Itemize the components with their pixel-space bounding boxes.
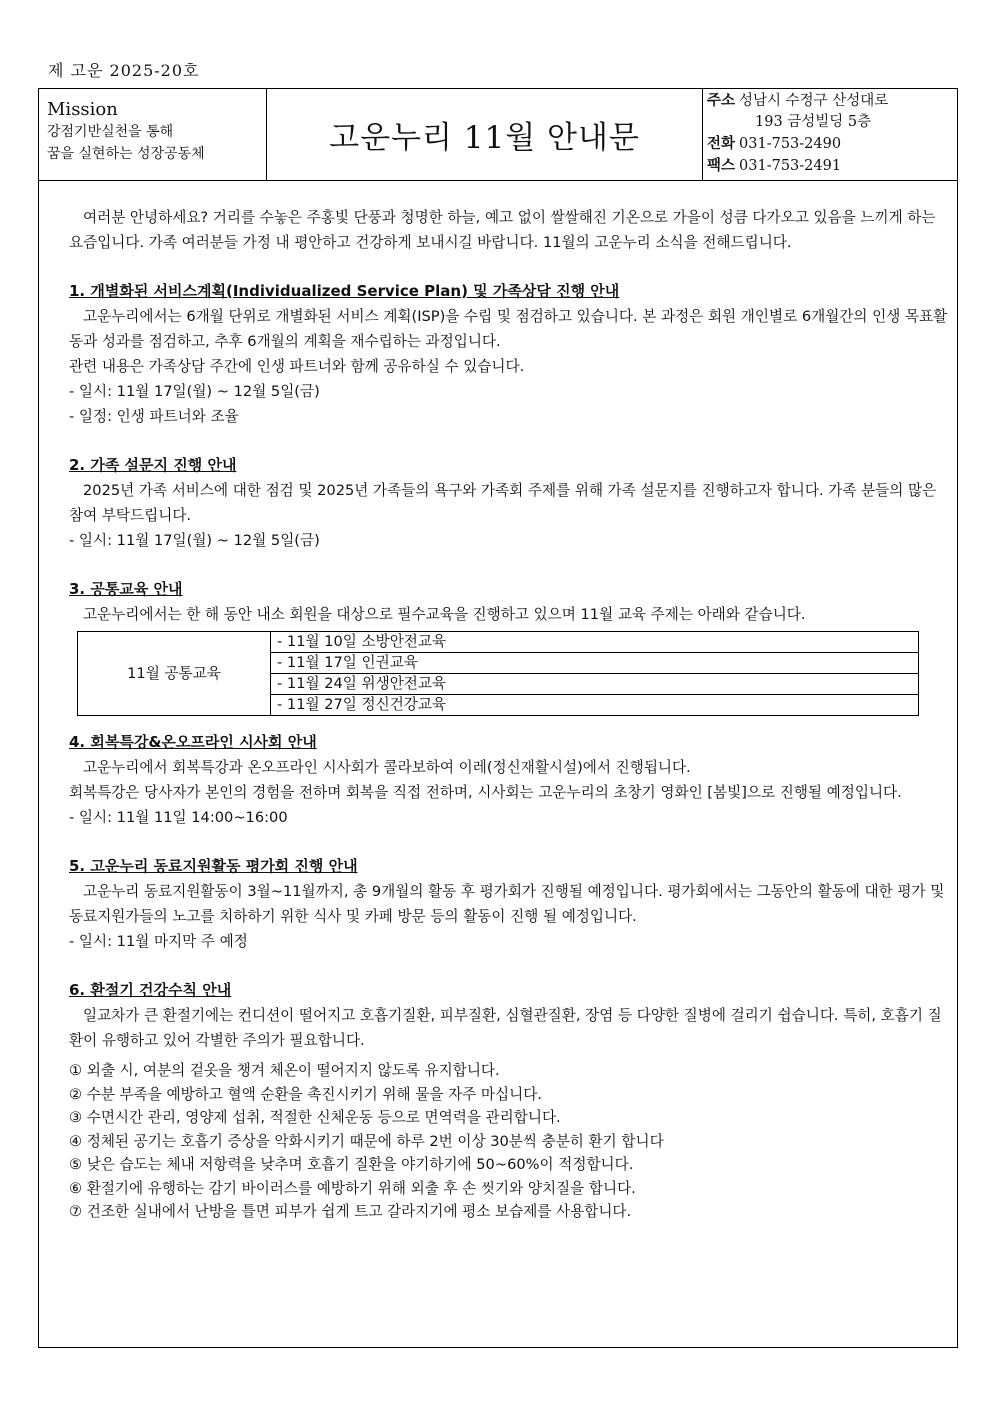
schedule-item: - 일정: 인생 파트너와 조율 [69,408,239,425]
education-label-cell: 11월 공통교육 [78,632,271,716]
section-survey [69,453,953,553]
mission-line-2: 꿈을 실현하는 성장공동체 [47,146,205,162]
fax-value: 031-753-2491 [739,158,842,174]
section-paragraph: 2025년 가족 서비스에 대한 점검 및 2025년 가족들의 욕구와 가족회 주제를 위해 가족 설문지를 진행하고자 합니다. 가족 분들의 많은 참여 부탁드립니다. [69,482,937,524]
list-item: ③ 수면시간 관리, 영양제 섭취, 적절한 신체운동 등으로 면역력을 관리합니다. [69,1109,561,1126]
education-cell: - 11월 24일 위생안전교육 [271,674,919,695]
phone-line [707,133,957,155]
notice-body [69,205,953,1224]
section-paragraph: 관련 내용은 가족상담 주간에 인생 파트너와 함께 공유하실 수 있습니다. [69,358,525,375]
section-title: 6. 환절기 건강수칙 안내 [69,981,232,999]
intro-paragraph: 여러분 안녕하세요? 거리를 수놓은 주홍빛 단풍과 청명한 하늘, 예고 없이 쌀쌀해진 기온으로 가을이 성큼 다가오고 있음을 느끼게 하는 요즘입니다. 가족 여러분들 가정 내 평안하고 건강하게 보내시길 바랍니다. 11월의 고운누리 소식을 전해드립니다. [69,209,936,251]
education-cell: - 11월 17일 인권교육 [271,653,919,674]
contact-cell [703,89,957,180]
document-number: 제 고운 2025-20호 [48,61,200,80]
section-paragraph: 회복특강은 당사자가 본인의 경험을 전하며 회복을 직접 전하며, 시사회는 고운누리의 초창기 영화인 [봄빛]으로 진행될 예정입니다. [69,784,902,801]
education-table [77,631,919,716]
fax-line [707,155,957,177]
mission-title: Mission [47,99,118,120]
section-title: 2. 가족 설문지 진행 안내 [69,456,237,474]
education-cell: - 11월 27일 정신건강교육 [271,695,919,716]
list-item: ② 수분 부족을 예방하고 혈액 순환을 촉진시키기 위해 물을 자주 마십니다. [69,1085,542,1103]
schedule-item: - 일시: 11월 17일(월) ~ 12월 5일(금) [69,383,320,400]
section-title: 5. 고운누리 동료지원활동 평가회 진행 안내 [69,857,358,875]
health-tips-list [69,1059,953,1224]
mission-cell [39,89,267,180]
education-cell: - 11월 10일 소방안전교육 [271,632,919,653]
list-item: ① 외출 시, 여분의 겉옷을 챙겨 체온이 떨어지지 않도록 유지합니다. [69,1062,500,1079]
title-cell [267,89,703,180]
section-paragraph: 일교차가 큰 환절기에는 컨디션이 떨어지고 호흡기질환, 피부질환, 심혈관질환, 장염 등 다양한 질병에 걸리기 쉽습니다. 특히, 호흡기 질환이 유행하고 있어 각별한 주의가 필요합니다. [69,1007,942,1049]
schedule-item: - 일시: 11월 11일 14:00~16:00 [69,809,288,826]
section-health [69,978,953,1224]
section-peer-support [69,854,953,954]
address-label: 주소 [707,92,736,109]
section-education [69,577,953,716]
fax-label: 팩스 [707,157,736,174]
section-title: 3. 공통교육 안내 [69,580,183,598]
address-value-2: 193 금성빌딩 5층 [755,114,872,130]
header-table [39,89,957,181]
list-item: ④ 정체된 공기는 호흡기 증상을 악화시키기 때문에 하루 2번 이상 30분씩 충분히 환기 합니다 [69,1132,664,1150]
list-item: ⑤ 낮은 습도는 체내 저항력을 낮추며 호흡기 질환을 야기하기에 50~60%이 적정합니다. [69,1156,634,1173]
schedule-item: - 일시: 11월 마지막 주 예정 [69,933,248,950]
address-value-1: 성남시 수정구 산성대로 [739,93,889,109]
list-item: ⑦ 건조한 실내에서 난방을 틀면 피부가 쉽게 트고 갈라지기에 평소 보습제를 사용합니다. [69,1203,632,1220]
section-paragraph: 고운누리에서 회복특강과 온오프라인 시사회가 콜라보하여 이레(정신재활시설)에서 진행됩니다. [83,759,691,776]
notice-frame [38,88,958,1348]
section-lecture [69,730,953,830]
section-title: 1. 개별화된 서비스계획(Individualized Service Plan) 및 가족상담 진행 안내 [69,282,620,300]
list-item: ⑥ 환절기에 유행하는 감기 바이러스를 예방하기 위해 외출 후 손 씻기와 양치질을 합니다. [69,1179,636,1197]
phone-value: 031-753-2490 [739,136,842,152]
section-paragraph: 고운누리에서는 한 해 동안 내소 회원을 대상으로 필수교육을 진행하고 있으며 11월 교육 주제는 아래와 같습니다. [83,606,806,623]
section-isp [69,279,953,429]
phone-label: 전화 [707,135,736,152]
address-line [707,90,957,112]
section-title: 4. 회복특강&온오프라인 시사회 안내 [69,733,317,751]
section-paragraph: 고운누리에서는 6개월 단위로 개별화된 서비스 계획(ISP)을 수립 및 점검하고 있습니다. 본 과정은 회원 개인별로 6개월간의 인생 목표활동과 성과를 점검하고, 추후 6개월의 계획을 재수립하는 과정입니다. [69,308,948,350]
section-paragraph: 고운누리 동료지원활동이 3월~11월까지, 총 9개월의 활동 후 평가회가 진행될 예정입니다. 평가회에서는 그동안의 활동에 대한 평가 및 동료지원가들의 노고를 치하하기 위한 식사 및 카페 방문 등의 활동이 진행 될 예정입니다. [69,883,945,925]
schedule-item: - 일시: 11월 17일(월) ~ 12월 5일(금) [69,532,320,549]
mission-line-1: 강점기반실천을 통해 [47,124,174,140]
table-row [78,632,919,653]
page-title: 고운누리 11월 안내문 [329,120,640,156]
